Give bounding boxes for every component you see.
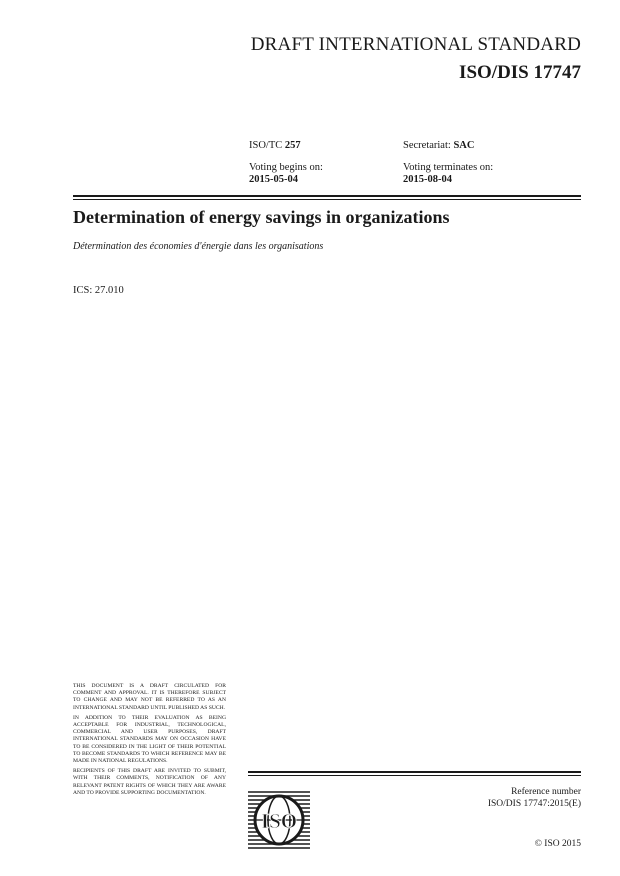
committee-label: ISO/TC: [249, 140, 283, 151]
logo-lettering: ISO: [260, 809, 298, 833]
voting-begins-label: Voting begins on:: [249, 162, 323, 173]
reference-number: ISO/DIS 17747:2015(E): [487, 799, 581, 809]
voting-terminates: [403, 162, 493, 186]
voting-begins: [249, 162, 323, 186]
secretariat-value: SAC: [453, 140, 475, 151]
document-type: DRAFT INTERNATIONAL STANDARD: [250, 34, 581, 55]
document-title-french: Détermination des économies d'énergie dans les organisations: [73, 241, 324, 252]
copyright: © ISO 2015: [534, 839, 581, 849]
secretariat-label: Secretariat:: [403, 140, 451, 151]
notice-paragraph: THIS DOCUMENT IS A DRAFT CIRCULATED FOR COMMENT AND APPROVAL. IT IS THEREFORE SUBJECT TO CHANGE AND MAY NOT BE REFERRED TO AS AN INTERNATIONAL STANDARD UNTIL PUBLISHED AS SUCH.: [73, 683, 226, 711]
voting-terminates-date: 2015-08-04: [403, 174, 452, 185]
title-rule: [73, 195, 581, 200]
committee-number: 257: [284, 140, 301, 151]
notice-paragraph: RECIPIENTS OF THIS DRAFT ARE INVITED TO SUBMIT, WITH THEIR COMMENTS, NOTIFICATION OF ANY RELEVANT PATENT RIGHTS OF WHICH THEY ARE AWARE AND TO PROVIDE SUPPORTING DOCUMENTATION.: [73, 768, 226, 796]
footer-rule: [248, 771, 581, 776]
document-title: Determination of energy savings in organizations: [73, 207, 450, 227]
draft-notice: [73, 683, 226, 800]
ics-code: ICS: 27.010: [73, 285, 124, 296]
notice-paragraph: IN ADDITION TO THEIR EVALUATION AS BEING ACCEPTABLE FOR INDUSTRIAL, TECHNOLOGICAL, COMMERCIAL AND USER PURPOSES, DRAFT INTERNATIONAL STANDARDS MAY ON OCCASION HAVE TO BE CONSIDERED IN THE LIGHT OF THEIR POTENTIAL TO BECOME STANDARDS TO WHICH REFERENCE MAY BE MADE IN NATIONAL REGULATIONS.: [73, 714, 226, 765]
voting-terminates-label: Voting terminates on:: [403, 162, 494, 173]
committee-line: [249, 140, 301, 152]
iso-logo: [248, 789, 310, 851]
document-id: ISO/DIS 17747: [459, 62, 581, 83]
iso-logo-icon: [248, 789, 310, 851]
reference-label: Reference number: [511, 787, 581, 797]
voting-begins-date: 2015-05-04: [249, 174, 298, 185]
secretariat-line: [403, 140, 474, 152]
